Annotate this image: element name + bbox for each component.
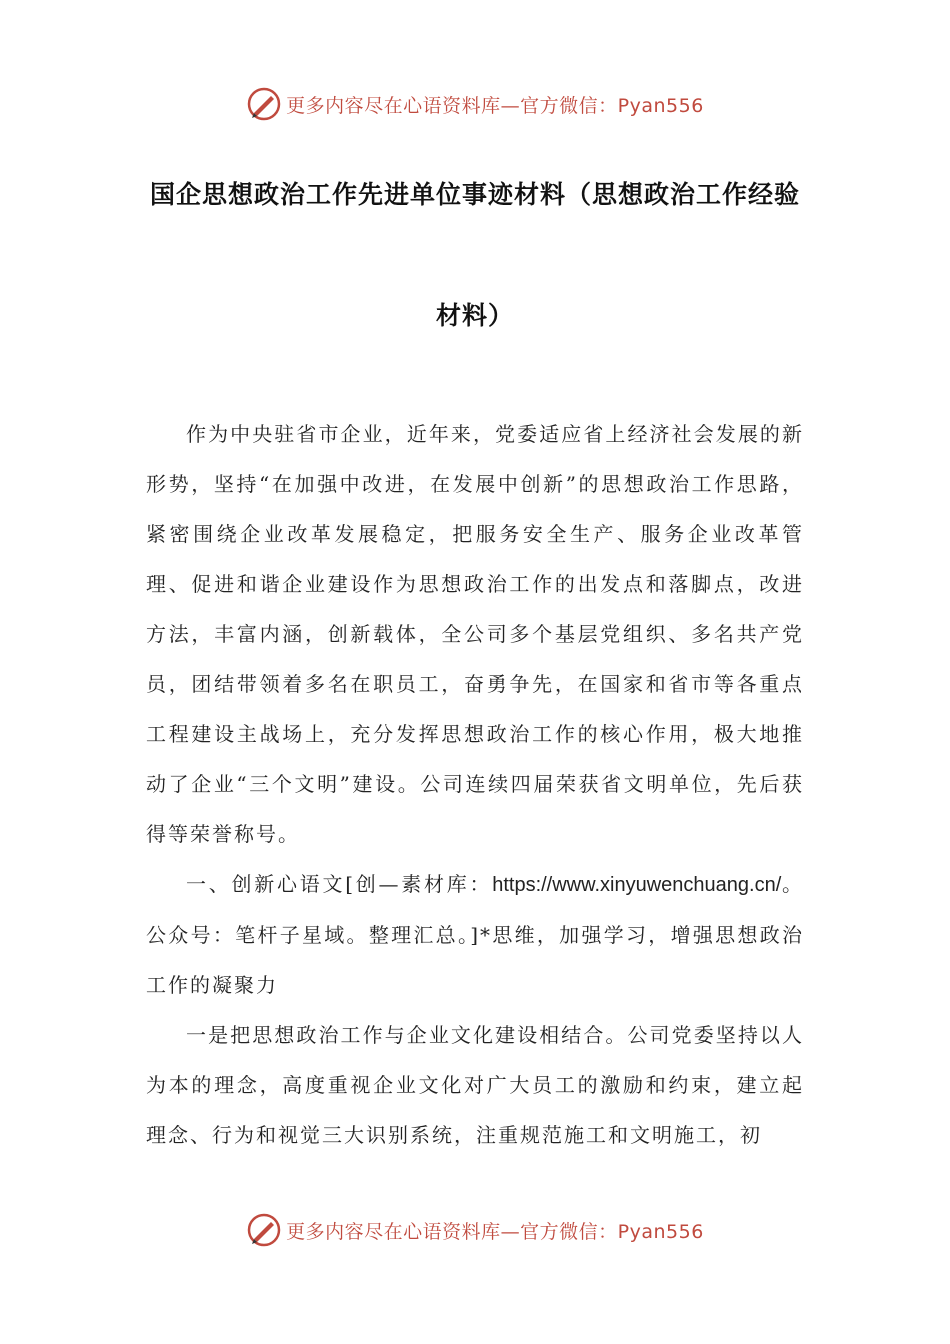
document-title-line2: 材料） xyxy=(435,301,514,330)
wechat-id: Pyan556 xyxy=(617,94,704,117)
document-title-line1: 国企思想政治工作先进单位事迹材料（思想政治工作经验 xyxy=(149,180,800,209)
header-watermark xyxy=(0,84,950,124)
source-url: https://www.xinyuwenchuang.cn/ xyxy=(492,874,782,896)
footer-watermark xyxy=(0,1210,950,1250)
paragraph-point-one: 一是把思想政治工作与企业文化建设相结合。公司党委坚持以人为本的理念，高度重视企业文化对广大员工的激励和约束，建立起理念、行为和视觉三大识别系统，注重规范施工和文明施工，初 xyxy=(146,1023,804,1147)
paragraph-intro: 作为中央驻省市企业，近年来，党委适应省上经济社会发展的新形势，坚持“在加强中改进，在发展中创新”的思想政治工作思路，紧密围绕企业改革发展稳定，把服务安全生产、服务企业改革管理、促进和谐企业建设作为思想政治工作的出发点和落脚点，改进方法，丰富内涵，创新载体，全公司多个基层党组织、多名共产党员，团结带领着多名在职员工，奋勇争先，在国家和省市等各重点工程建设主战场上，充分发挥思想政治工作的核心作用，极大地推动了企业“三个文明”建设。公司连续四届荣获省文明单位，先后获得等荣誉称号。 xyxy=(146,422,804,846)
document-body xyxy=(146,409,804,1160)
wechat-id: Pyan556 xyxy=(617,1220,704,1243)
pen-logo-icon xyxy=(246,86,282,122)
section-one-heading-start: 一、创新心语文[创—素材库： xyxy=(186,872,493,896)
banner-text: 更多内容尽在心语资料库—官方微信： xyxy=(286,94,618,117)
banner-text: 更多内容尽在心语资料库—官方微信： xyxy=(286,1220,618,1243)
pen-logo-icon xyxy=(246,1212,282,1248)
paragraph-section-one xyxy=(146,859,804,1010)
section-one-heading-end: 。公众号：笔杆子星域。整理汇总。]*思维，加强学习，增强思想政治工作的凝聚力 xyxy=(146,872,804,997)
